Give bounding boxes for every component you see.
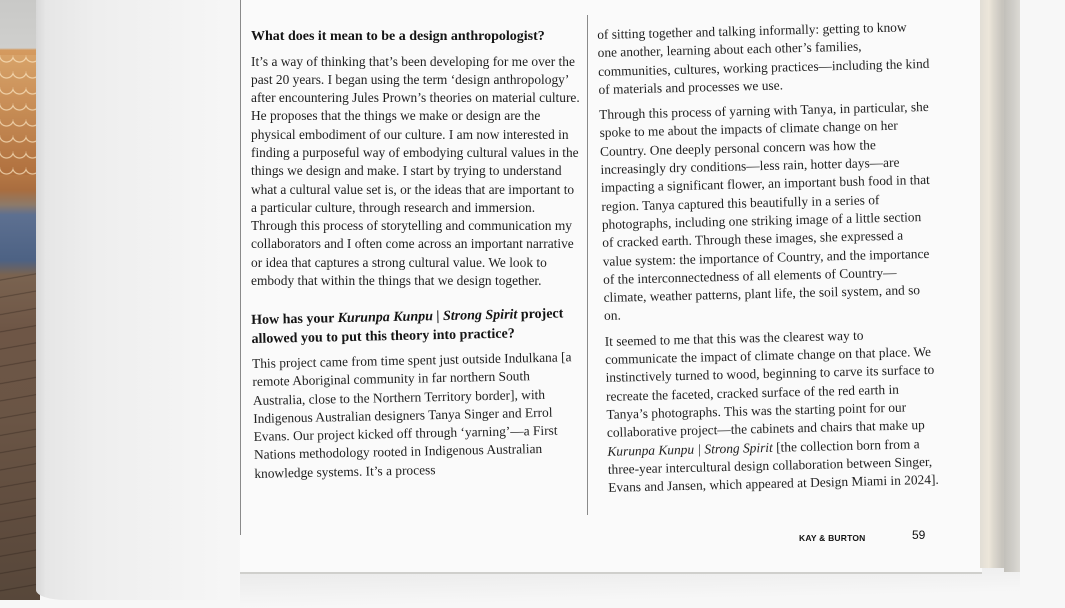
paragraph-text: [the collection born from a three-year intercultural design collaboration between Singer, Evans and Jansen, which appeared at Design Miami in 2024]. <box>607 435 939 495</box>
heading-text: project allowed you to put this theory into practice? <box>251 306 564 347</box>
column-rule-middle <box>587 15 588 515</box>
page-edges <box>980 0 1004 568</box>
paragraph: of sitting together and talking informally: getting to know one another, learning about each other’s families, communities, cultures, working practices—including the kind of materials and processes we use. <box>597 19 930 97</box>
project-title: Kurunpa Kunpu | Strong Spirit <box>607 439 773 459</box>
paragraph: Through this process of yarning with Tanya, in particular, she spoke to me about the impacts of climate change on her Country. One deeply personal concern was how the increasingly dry conditions—less rain, hotter days—are impacting a significant flower, an important bush food in that region. Tanya captured this beautifully in a series of photographs, including one striking image of a little section of cracked earth. Through these images, she expressed a value system: the importance of Country, and the importance of the interconnectedness of all elements of Country—climate, weather patterns, plant life, the soil system, and so on. <box>598 99 930 324</box>
right-column-body <box>597 18 940 497</box>
back-cover-edge <box>1004 0 1020 572</box>
column-rule-left <box>240 0 241 535</box>
project-title: Kurunpa Kunpu | Strong Spirit <box>337 307 518 327</box>
brand-logo: KAY & BURTON <box>799 533 866 543</box>
heading-text: How has your <box>251 311 338 329</box>
article-right-column <box>597 19 939 504</box>
paragraph: It’s a way of thinking that’s been developing for me over the past 20 years. I began using the term ‘design anthropology’ after encountering Jules Prown’s theories on material culture. He proposes that the things we make or design are the physical embodiment of our culture. I am now interested in finding a purposeful way of embodying cultural values in the things we design and make. I start by trying to understand what a cultural value set is, or the ideas that are important to a particular culture, through research and immersion. Through this process of storytelling and communication my collaborators and I often come across an important narrative or idea that captures a strong cultural value. We look to embody that within the things that we design together. <box>251 53 580 289</box>
paragraph: This project came from time spent just outside Indulkana [a remote Aboriginal community in far northern South Australia, close to the Northern Territory border], with Indigenous Australian designers Tanya Singer and Errol Evans. Our project kicked off through ‘yarning’—a First Nations methodology rooted in Indigenous Australian knowledge systems. It’s a process <box>251 349 572 482</box>
heading-project-practice <box>251 305 584 349</box>
second-section <box>251 305 587 483</box>
wood-grain-detail <box>0 270 40 600</box>
carved-wood-scales-detail <box>0 55 40 175</box>
paragraph-text: It seemed to me that this was the clearest way to communicate the impact of climate change on that place. We instinctively turned to wood, beginning to carve its surface to recreate the faceted, cracked surface of the red earth in Tanya’s photographs. This was the starting point for our collaborative project—the cabinets and chairs that make up <box>604 327 935 441</box>
paragraph <box>604 325 940 498</box>
opposite-page-photo <box>0 0 40 600</box>
page-number: 59 <box>912 528 926 542</box>
article-left-column <box>251 28 583 490</box>
curled-page <box>36 0 246 600</box>
heading-design-anthropologist: What does it mean to be a design anthropologist? <box>251 29 545 44</box>
